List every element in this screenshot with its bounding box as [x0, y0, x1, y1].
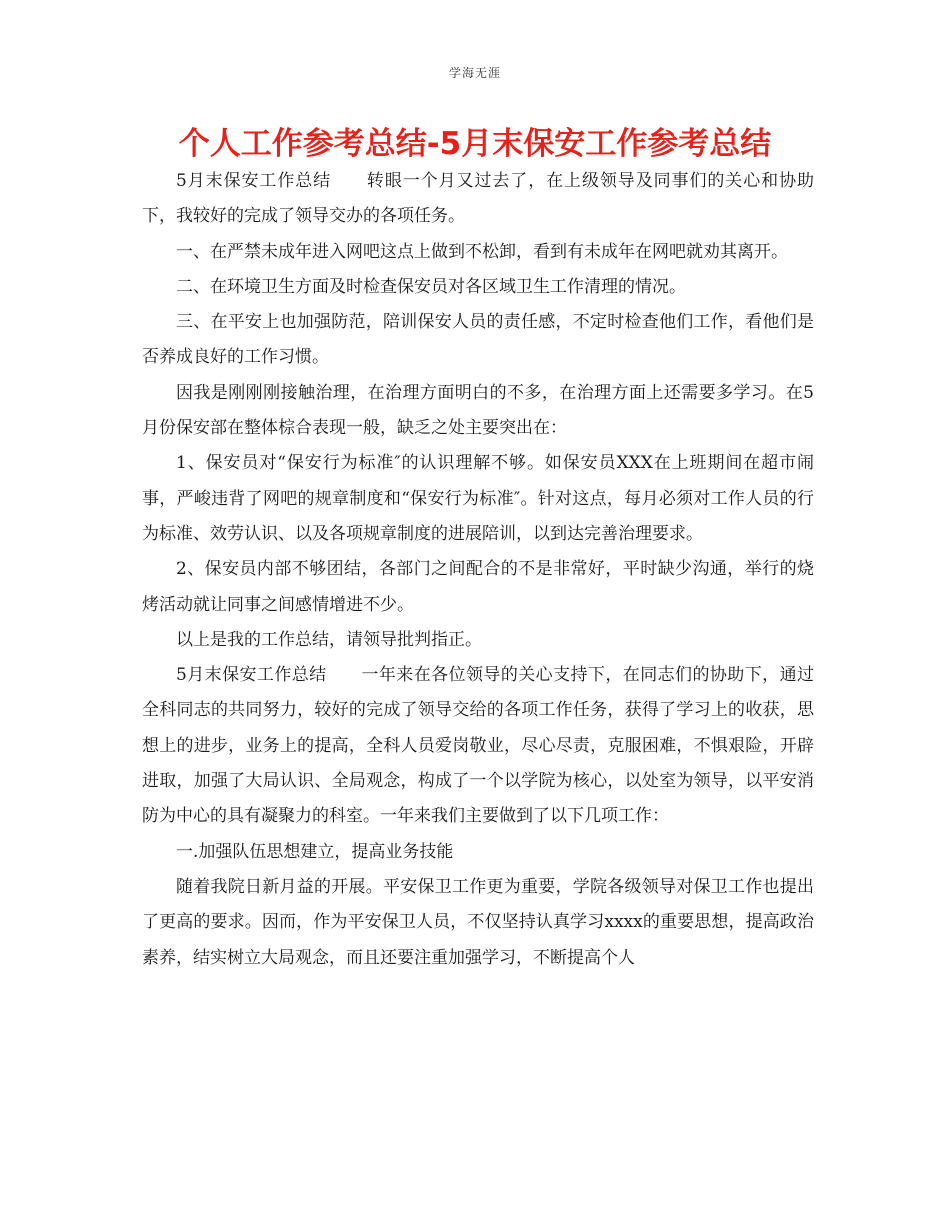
paragraph: 一、在严禁未成年进入网吧这点上做到不松卸，看到有未成年在网吧就劝其离开。: [176, 241, 788, 262]
document-title: 个人工作参考总结-5月末保安工作参考总结: [178, 126, 772, 162]
paragraph: 2、保安员内部不够团结，各部门之间配合的不是非常好，平时缺少沟通，举行的烧烤活动就让同事之间感情增进不少。: [142, 559, 814, 615]
paragraph: 1、保安员对“保安行为标准″的认识理解不够。如保安员XXX在上班期间在超市闹事，严峻违背了网吧的规章制度和“保安行为标准″。针对这点，每月必须对工作人员的行为标准、效劳认识、以及各项规章制度的进展陪训，以到达完善治理要求。: [142, 453, 814, 544]
paragraph: 随着我院日新月益的开展。平安保卫工作更为重要，学院各级领导对保卫工作也提出了更高的要求。因而，作为平安保卫人员，不仅坚持认真学习xxxx的重要思想，提高政治素养，结实树立大局观念，而且还要注重加强学习，不断提高个人: [142, 876, 814, 968]
paragraph: 一.加强队伍思想建立，提高业务技能: [176, 841, 454, 862]
paragraph: 5月末保安工作总结 转眼一个月又过去了，在上级领导及同事们的关心和协助下，我较好的完成了领导交办的各项任务。: [142, 171, 814, 227]
document-body: [142, 164, 814, 976]
paragraph: 5月末保安工作总结 一年来在各位领导的关心支持下，在同志们的协助下，通过全科同志的共同努力，较好的完成了领导交给的各项工作任务，获得了学习上的收获，思想上的进步，业务上的提高，全科人员爱岗敬业，尽心尽责，克服困难，不惧艰险，开辟进取，加强了大局认识、全局观念，构成了一个以学院为核心，以处室为领导，以平安消防为中心的具有凝聚力的科室。一年来我们主要做到了以下几项工作：: [142, 665, 814, 827]
page-header: 学海无涯: [448, 66, 501, 80]
paragraph: 以上是我的工作总结，请领导批判指正。: [176, 629, 482, 650]
paragraph: 三、在平安上也加强防范，陪训保安人员的责任感，不定时检查他们工作，看他们是否养成良好的工作习惯。: [142, 312, 814, 368]
paragraph: 二、在环境卫生方面及时检查保安员对各区域卫生工作清理的情况。: [176, 276, 686, 297]
paragraph: 因我是刚刚刚接触治理，在治理方面明白的不多，在治理方面上还需要多学习。在5月份保安部在整体棕合表现一般，缺乏之处主要突出在：: [142, 382, 814, 439]
